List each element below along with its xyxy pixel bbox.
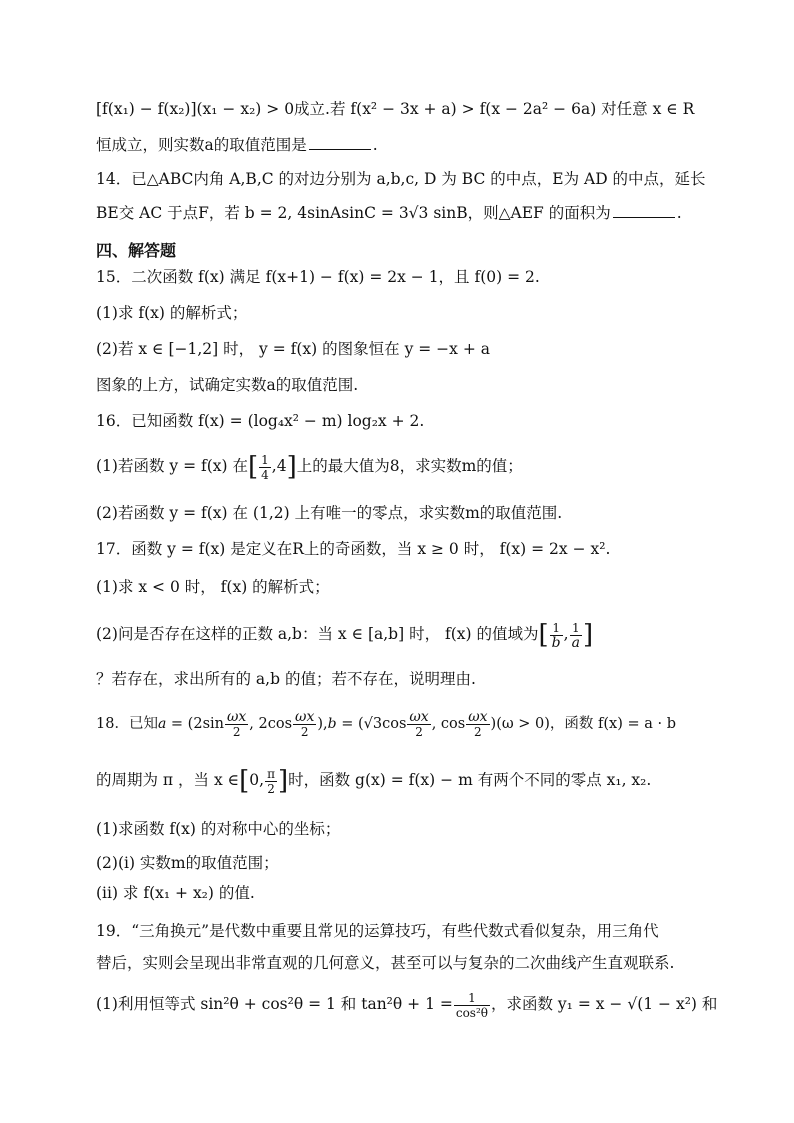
fraction bbox=[550, 621, 563, 650]
q17-part-1: (1)求 x < 0 时， f(x) 的解析式； bbox=[96, 578, 330, 596]
fraction-numerator: ωx bbox=[295, 708, 315, 725]
q19-part-1-text: (1)利用恒等式 sin²θ + cos²θ = 1 和 tan²θ + 1 = bbox=[96, 995, 453, 1013]
q13-condition-text: [f(x₁) − f(x₂)](x₁ − x₂) > 0成立.若 f(x² − 3x + a) > f(x − 2a² − 6a) 对任意 x ∈ R bbox=[96, 100, 695, 118]
fraction-numerator: 1 bbox=[570, 621, 582, 636]
q13-condition-line bbox=[96, 98, 716, 120]
fraction-denominator: 2 bbox=[415, 724, 423, 739]
fraction-denominator: cos²θ bbox=[455, 1005, 488, 1020]
fraction bbox=[570, 621, 582, 650]
vector-b: b bbox=[327, 716, 337, 732]
fraction-numerator: π bbox=[267, 766, 275, 781]
q14-text-1: 14．已△ABC内角 A,B,C 的对边分别为 a,b,c, D 为 BC 的中点，E为 AD 的中点，延长 bbox=[96, 170, 706, 188]
q16-part-1-tail: 上的最大值为8，求实数m的值； bbox=[296, 457, 523, 475]
interval-start: 0, bbox=[249, 771, 265, 789]
q14-line-1 bbox=[96, 168, 716, 190]
q18-part-2ii: (ii) 求 f(x₁ + x₂) 的值. bbox=[96, 884, 255, 902]
interval-end: ,4 bbox=[271, 457, 287, 475]
fraction bbox=[293, 710, 316, 739]
q16-stem: 16．已知函数 f(x) = (log₄x² − m) log₂x + 2. bbox=[96, 412, 425, 430]
expr-part: , cos bbox=[431, 716, 466, 732]
bracket-left: [ bbox=[239, 766, 250, 796]
q18-line-2-text: 的周期为 π ，当 x ∈ bbox=[96, 771, 240, 789]
q15-part-2: (2)若 x ∈ [−1,2] 时， y = f(x) 的图象恒在 y = −x + a bbox=[96, 340, 490, 358]
period: . bbox=[676, 204, 682, 222]
q13-question-text: 恒成立，则实数a的取值范围是 bbox=[96, 136, 307, 154]
q15-part-2-cont: 图象的上方，试确定实数a的取值范围. bbox=[96, 376, 359, 394]
q15-part-1: (1)求 f(x) 的解析式； bbox=[96, 304, 248, 322]
fraction-denominator: 2 bbox=[267, 781, 275, 796]
fraction-denominator: 4 bbox=[261, 467, 269, 482]
q18-part-1: (1)求函数 f(x) 的对称中心的坐标； bbox=[96, 820, 341, 838]
fraction-denominator: 2 bbox=[300, 724, 309, 739]
bracket-right: ] bbox=[277, 766, 289, 796]
q18-line-2 bbox=[96, 760, 716, 801]
q19-part-1-tail: ，求函数 y₁ = x − √(1 − x²) 和 bbox=[491, 995, 718, 1013]
fraction-numerator: 1 bbox=[261, 452, 269, 467]
q14-text-2: BE交 AC 于点F，若 b = 2, 4sinAsinC = 3√3 sinB，则△AEF 的面积为 bbox=[96, 204, 611, 222]
fraction-denominator: a bbox=[571, 634, 580, 651]
q16-part-2: (2)若函数 y = f(x) 在 (1,2) 上有唯一的零点，求实数m的取值范围. bbox=[96, 504, 563, 522]
answer-blank bbox=[309, 135, 371, 150]
fraction-denominator: 2 bbox=[474, 724, 482, 739]
fraction-numerator: ωx bbox=[468, 708, 488, 725]
bracket-right: ] bbox=[286, 452, 297, 482]
q18-stem bbox=[96, 704, 716, 744]
q18-part-2i: (2)(i) 实数m的取值范围； bbox=[96, 854, 279, 872]
q17-stem: 17．函数 y = f(x) 是定义在R上的奇函数，当 x ≥ 0 时， f(x) = 2x − x². bbox=[96, 540, 611, 558]
expr-part: , 2cos bbox=[249, 716, 293, 732]
q18-label: 18．已知 bbox=[96, 716, 158, 732]
expr-part: ), bbox=[317, 716, 328, 732]
section-heading: 四、解答题 bbox=[96, 241, 177, 260]
fraction-numerator: 1 bbox=[550, 621, 563, 636]
expr-part: = (2sin bbox=[166, 716, 224, 732]
expr-part: = (√3cos bbox=[336, 716, 407, 732]
fraction-numerator: 1 bbox=[454, 991, 490, 1006]
bracket-left: [ bbox=[247, 452, 259, 482]
fraction bbox=[407, 710, 430, 739]
q13-question-line bbox=[96, 134, 716, 156]
q17-part-2: (2)问是否存在这样的正数 a,b：当 x ∈ [a,b] 时， f(x) 的值域为[ $\frac{1}{b}$ , $\frac{1}{a}$ ] bbox=[96, 620, 594, 651]
fraction bbox=[466, 710, 489, 739]
q14-line-2 bbox=[96, 202, 716, 224]
q17-part-2-cont: ？若存在，求出所有的 a,b 的值；若不存在，说明理由. bbox=[96, 670, 476, 688]
answer-blank bbox=[613, 203, 675, 218]
q15-stem: 15．二次函数 f(x) 满足 f(x+1) − f(x) = 2x − 1，且 f(0) = 2. bbox=[96, 268, 540, 286]
period: . bbox=[372, 136, 378, 154]
fraction bbox=[265, 767, 277, 796]
fraction-numerator: ωx bbox=[409, 708, 429, 725]
q16-part-1 bbox=[96, 448, 716, 485]
fraction bbox=[259, 453, 271, 482]
q19-part-1 bbox=[96, 984, 716, 1024]
q18-line-2-tail: 时，函数 g(x) = f(x) − m 有两个不同的零点 x₁, x₂. bbox=[288, 771, 652, 789]
fraction bbox=[225, 710, 248, 739]
q17-part-2-text: (2)问是否存在这样的正数 a,b：当 x ∈ [a,b] 时， f(x) 的值域为 bbox=[96, 625, 539, 643]
expr-part: )(ω > 0)，函数 f(x) = a · b bbox=[490, 716, 677, 732]
fraction bbox=[454, 991, 490, 1020]
q16-part-1-text: (1)若函数 y = f(x) 在 bbox=[96, 457, 248, 475]
q19-line-2: 替后，实则会呈现出非常直观的几何意义，甚至可以与复杂的二次曲线产生直观联系. bbox=[96, 954, 675, 972]
fraction-denominator: 2 bbox=[232, 724, 241, 739]
bracket-right: ] bbox=[582, 620, 594, 650]
q19-line-1: 19．“三角换元”是代数中重要且常见的运算技巧，有些代数式看似复杂，用三角代 bbox=[96, 922, 659, 940]
fraction-denominator: b bbox=[551, 634, 561, 651]
vector-a: a bbox=[157, 716, 167, 732]
fraction-numerator: ωx bbox=[226, 708, 247, 725]
bracket-left: [ bbox=[538, 620, 549, 650]
